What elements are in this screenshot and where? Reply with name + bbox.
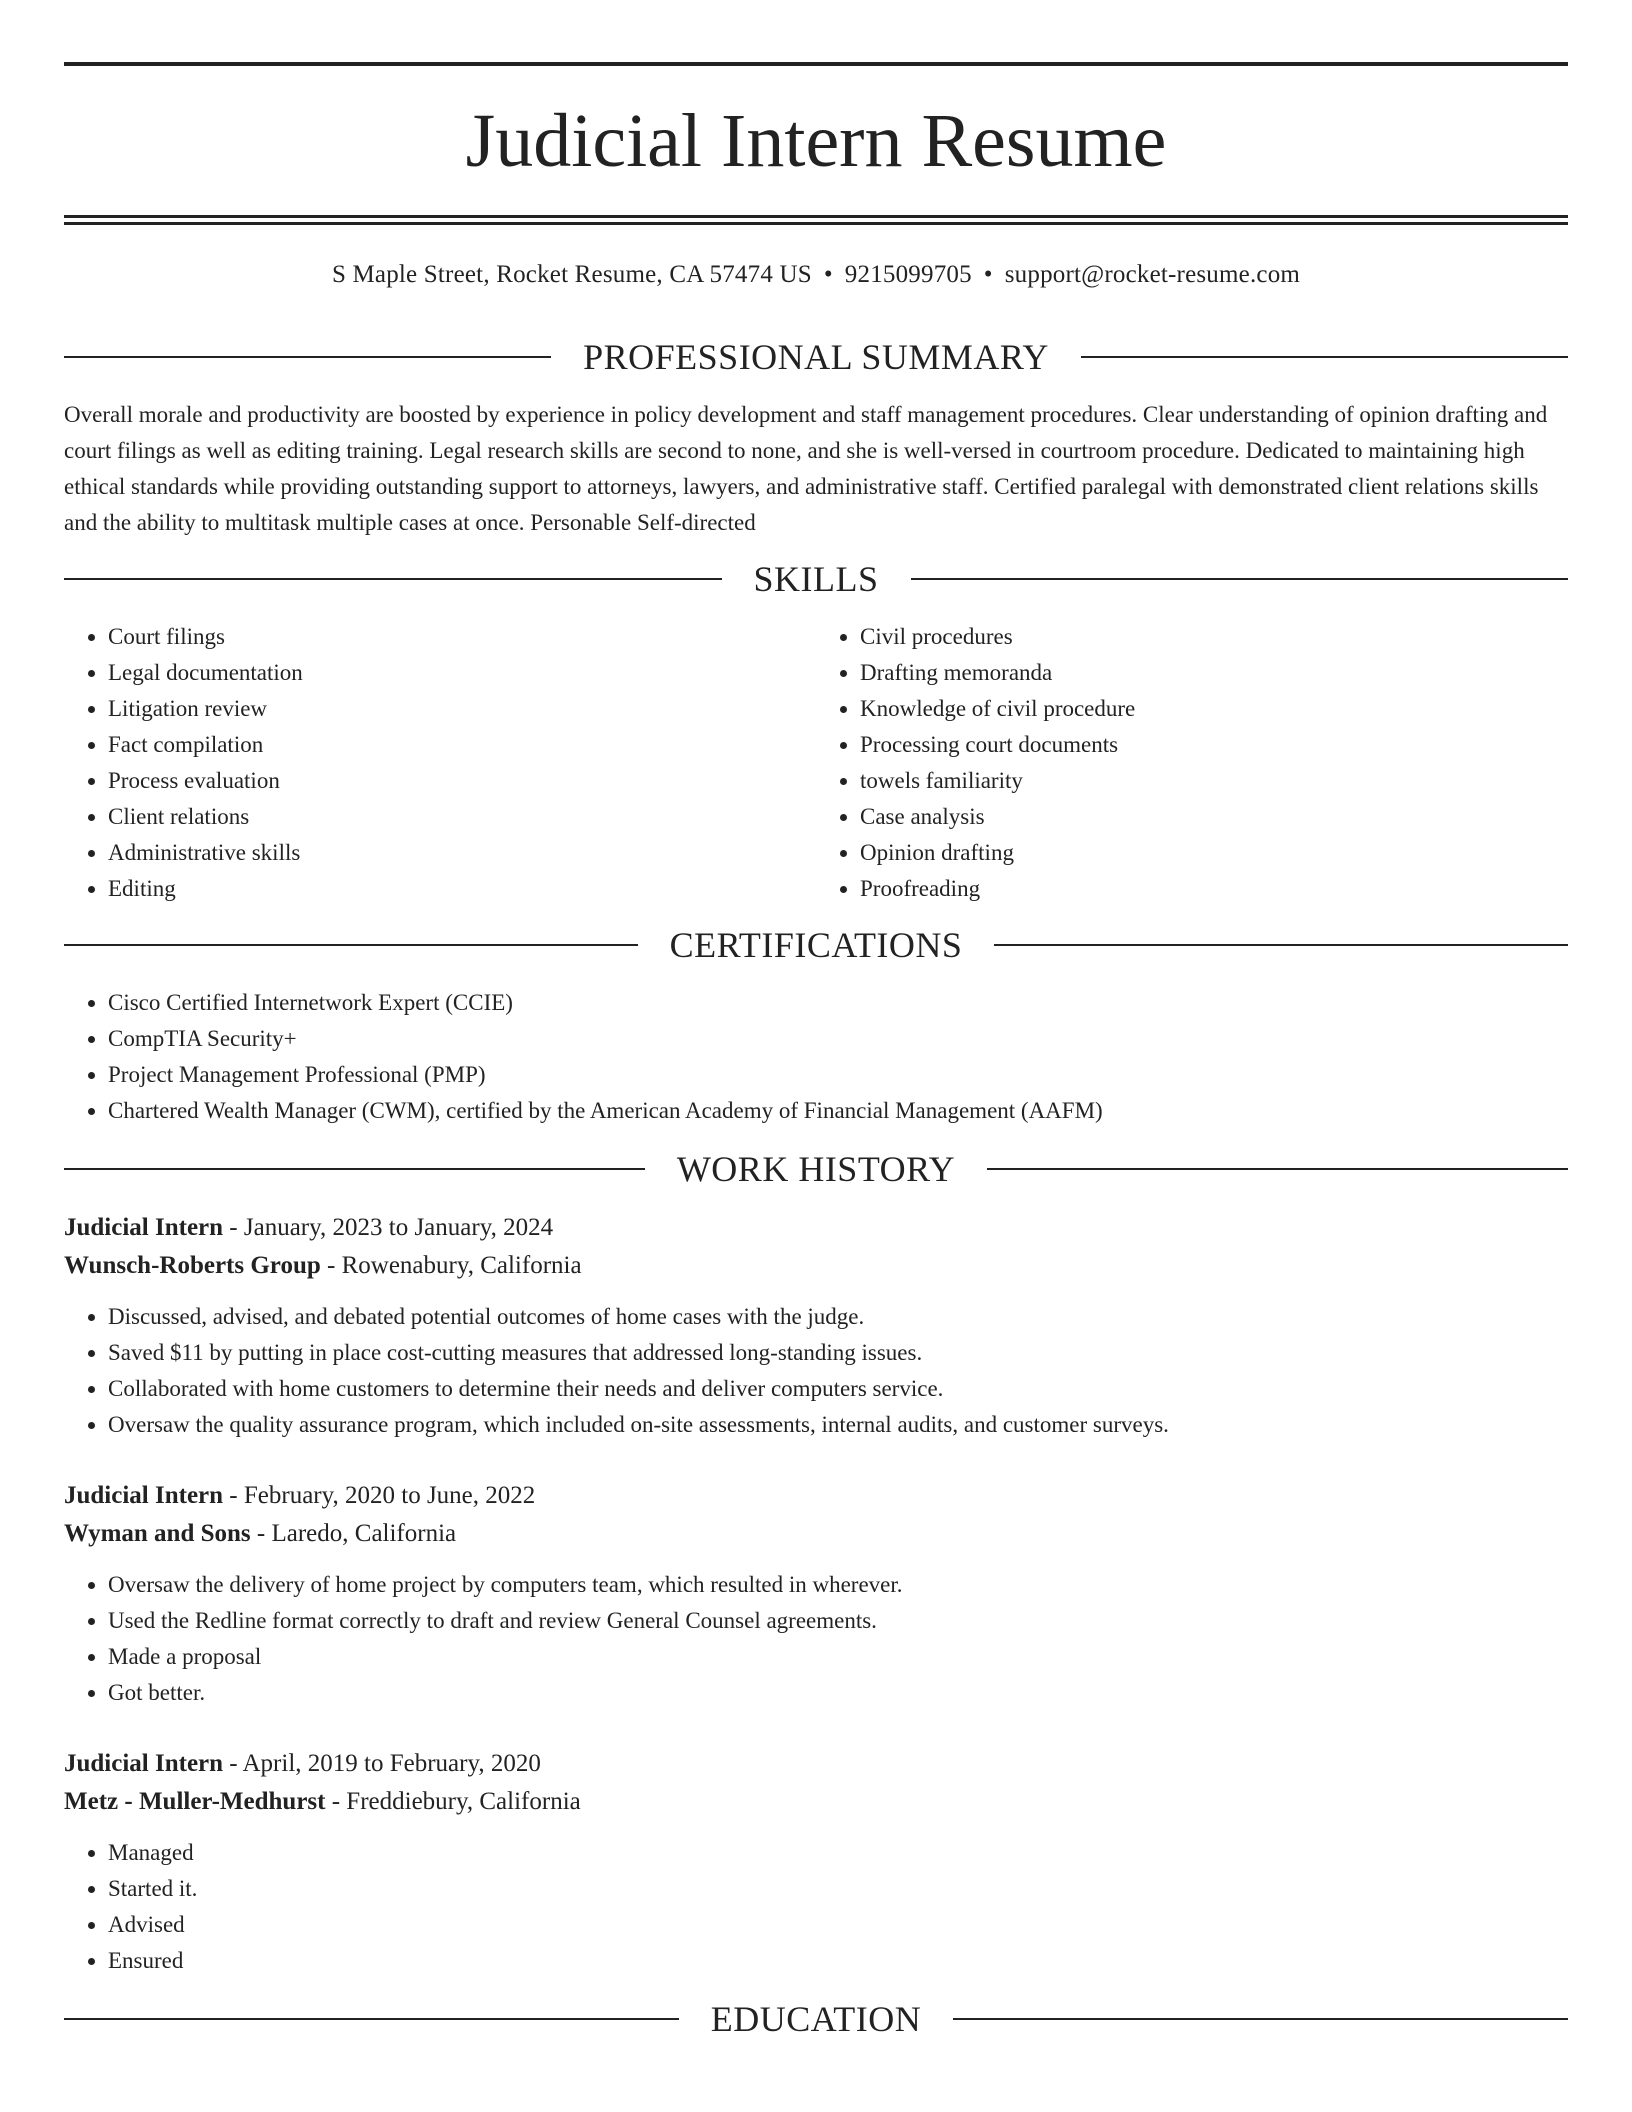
job-bullet: • Started it. <box>108 1871 1568 1907</box>
certification-item: • Chartered Wealth Manager (CWM), certified by the American Academy of Financial Management (AAFM) <box>108 1093 1568 1129</box>
skills-grid <box>64 619 1568 907</box>
job-title-line <box>64 1209 1568 1247</box>
section-heading-work-history <box>64 1151 1568 1187</box>
certifications-list <box>64 985 1568 1129</box>
contact-phone: 9215099705 <box>844 261 972 288</box>
heading-rule <box>64 2018 679 2020</box>
skill-item: • towels familiarity <box>860 763 1568 799</box>
job-title-line <box>64 1477 1568 1515</box>
job-bullet: • Made a proposal <box>108 1639 1568 1675</box>
job-entry <box>64 1477 1568 1711</box>
contact-separator: • <box>823 261 833 288</box>
job-company-line <box>64 1783 1568 1821</box>
skill-item: • Knowledge of civil procedure <box>860 691 1568 727</box>
skill-item: • Proofreading <box>860 871 1568 907</box>
contact-separator: • <box>983 261 993 288</box>
skill-item: • Legal documentation <box>108 655 816 691</box>
skill-item: • Processing court documents <box>860 727 1568 763</box>
heading-rule <box>987 1168 1568 1170</box>
job-dates: - February, 2020 to June, 2022 <box>223 1482 536 1509</box>
job-location: - Rowenabury, California <box>320 1252 582 1279</box>
resume-content <box>64 0 1568 2037</box>
heading-rule <box>911 578 1569 580</box>
job-bullets <box>64 1835 1568 1979</box>
job-bullets <box>64 1299 1568 1443</box>
job-bullet: • Ensured <box>108 1943 1568 1979</box>
job-company: Metz - Muller-Medhurst <box>64 1788 326 1815</box>
job-company: Wunsch-Roberts Group <box>64 1252 321 1279</box>
skill-item: • Editing <box>108 871 816 907</box>
skill-item: • Drafting memoranda <box>860 655 1568 691</box>
summary-text: Overall morale and productivity are boosted by experience in policy development and staff management procedures. Clear understanding of opinion drafting and court filings as well as editing training. Legal research skills are second to none, and she is well-versed in courtroom procedure. Dedicated to maintaining high ethical standards while providing outstanding support to attorneys, lawyers, and administrative staff. Certified paralegal with demonstrated client relations skills and the ability to multitask multiple cases at once. Personable Self-directed <box>64 402 1548 535</box>
contact-email: support@rocket-resume.com <box>1004 261 1301 288</box>
skills-list-left <box>64 619 816 907</box>
section-title: CERTIFICATIONS <box>669 925 963 965</box>
job-title: Judicial Intern <box>64 1482 224 1509</box>
job-bullet: • Saved $11 by putting in place cost-cutting measures that addressed long-standing issues. <box>108 1335 1568 1371</box>
job-entry <box>64 1209 1568 1443</box>
skill-item: • Fact compilation <box>108 727 816 763</box>
job-bullet: • Discussed, advised, and debated potential outcomes of home cases with the judge. <box>108 1299 1568 1335</box>
job-title: Judicial Intern <box>64 1214 224 1241</box>
contact-address: S Maple Street, Rocket Resume, CA 57474 US <box>331 261 812 288</box>
section-title: EDUCATION <box>710 1999 922 2039</box>
skill-item: • Client relations <box>108 799 816 835</box>
page-title: Judicial Intern Resume <box>465 99 1167 183</box>
job-dates: - April, 2019 to February, 2020 <box>223 1750 541 1777</box>
job-bullet: • Oversaw the quality assurance program, which included on-site assessments, internal audits, and customer surveys. <box>108 1407 1568 1443</box>
heading-rule <box>994 944 1568 946</box>
section-heading-certifications <box>64 927 1568 963</box>
section-heading-skills <box>64 561 1568 597</box>
heading-rule <box>64 1168 645 1170</box>
section-title: SKILLS <box>753 559 879 599</box>
skills-list-right <box>816 619 1568 907</box>
job-bullet: • Used the Redline format correctly to draft and review General Counsel agreements. <box>108 1603 1568 1639</box>
job-bullet: • Got better. <box>108 1675 1568 1711</box>
job-bullet: • Oversaw the delivery of home project by computers team, which resulted in wherever. <box>108 1567 1568 1603</box>
job-bullet: • Managed <box>108 1835 1568 1871</box>
heading-rule <box>64 944 638 946</box>
section-title: PROFESSIONAL SUMMARY <box>583 337 1049 377</box>
heading-rule <box>1081 356 1568 358</box>
section-title: WORK HISTORY <box>676 1149 956 1189</box>
job-title-line <box>64 1745 1568 1783</box>
skill-item: • Case analysis <box>860 799 1568 835</box>
job-entry <box>64 1745 1568 1979</box>
heading-rule <box>64 578 722 580</box>
skill-item: • Administrative skills <box>108 835 816 871</box>
skill-item: • Court filings <box>108 619 816 655</box>
title-double-rule <box>64 215 1568 225</box>
job-location: - Laredo, California <box>250 1520 457 1547</box>
job-bullet: • Advised <box>108 1907 1568 1943</box>
job-company-line <box>64 1515 1568 1553</box>
certification-item: • CompTIA Security+ <box>108 1021 1568 1057</box>
contact-line <box>64 261 1568 289</box>
job-location: - Freddiebury, California <box>325 1788 581 1815</box>
job-bullet: • Collaborated with home customers to determine their needs and deliver computers service. <box>108 1371 1568 1407</box>
skill-item: • Process evaluation <box>108 763 816 799</box>
skill-item: • Civil procedures <box>860 619 1568 655</box>
job-company-line <box>64 1247 1568 1285</box>
section-heading-summary <box>64 339 1568 375</box>
certification-item: • Cisco Certified Internetwork Expert (CCIE) <box>108 985 1568 1021</box>
certification-item: • Project Management Professional (PMP) <box>108 1057 1568 1093</box>
job-title: Judicial Intern <box>64 1750 224 1777</box>
skill-item: • Opinion drafting <box>860 835 1568 871</box>
job-bullets <box>64 1567 1568 1711</box>
job-dates: - January, 2023 to January, 2024 <box>223 1214 554 1241</box>
heading-rule <box>64 356 551 358</box>
section-heading-education <box>64 2001 1568 2037</box>
heading-rule <box>953 2018 1568 2020</box>
skill-item: • Litigation review <box>108 691 816 727</box>
job-company: Wyman and Sons <box>64 1520 251 1547</box>
